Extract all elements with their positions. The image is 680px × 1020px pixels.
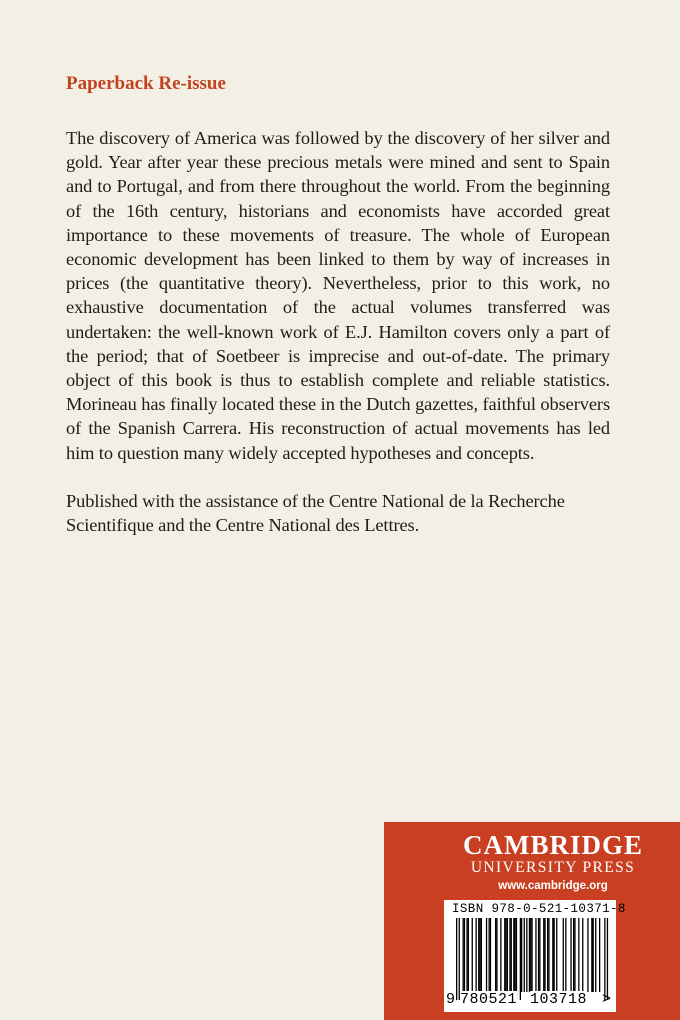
barcode-digits [444,991,616,1009]
publisher-logo-name: CAMBRIDGE [462,830,643,860]
cover-text [66,70,610,561]
publisher-block [384,822,680,1020]
barcode-digits-left: 780521 [460,991,518,1008]
publisher-website: www.cambridge.org [498,880,608,892]
acknowledgement-paragraph: Published with the assistance of the Centre National de la Recherche Scientifique and the Centre National des Lettres. [66,490,565,536]
heading: Paperback Re-issue [66,73,226,94]
description-paragraph: The discovery of America was followed by the discovery of her silver and gold. Year after year these precious metals were mined and sent to Spain and to Portugal, and from there throughout the world. From the beginning of the 16th century, historians and economists have accorded great importance to these movements of treasure. The whole of European economic development has been linked to them by way of increases in prices (the quantitative theory). Nevertheless, prior to this work, no exhaustive documentation of the actual volumes transferred was undertaken: the well-known work of E.J. Hamilton covers only a part of the period; that of Soetbeer is imprecise and out-of-date. The primary object of this book is thus to establish complete and reliable statistics. Morineau has finally located these in the Dutch gazettes, faithful observers of the Spanish Carrera. His reconstruction of actual movements has led him to question many widely accepted hypotheses and concepts. [66,128,610,463]
barcode-end-marker: > [602,991,612,1008]
isbn-label: ISBN 978-0-521-10371-8 [452,902,626,916]
barcode-bars [446,918,614,1002]
barcode-digits-right: 103718 [530,991,588,1008]
barcode-digit-first: 9 [446,991,456,1008]
publisher-logo-subname: UNIVERSITY PRESS [470,859,636,876]
barcode [444,900,626,1012]
